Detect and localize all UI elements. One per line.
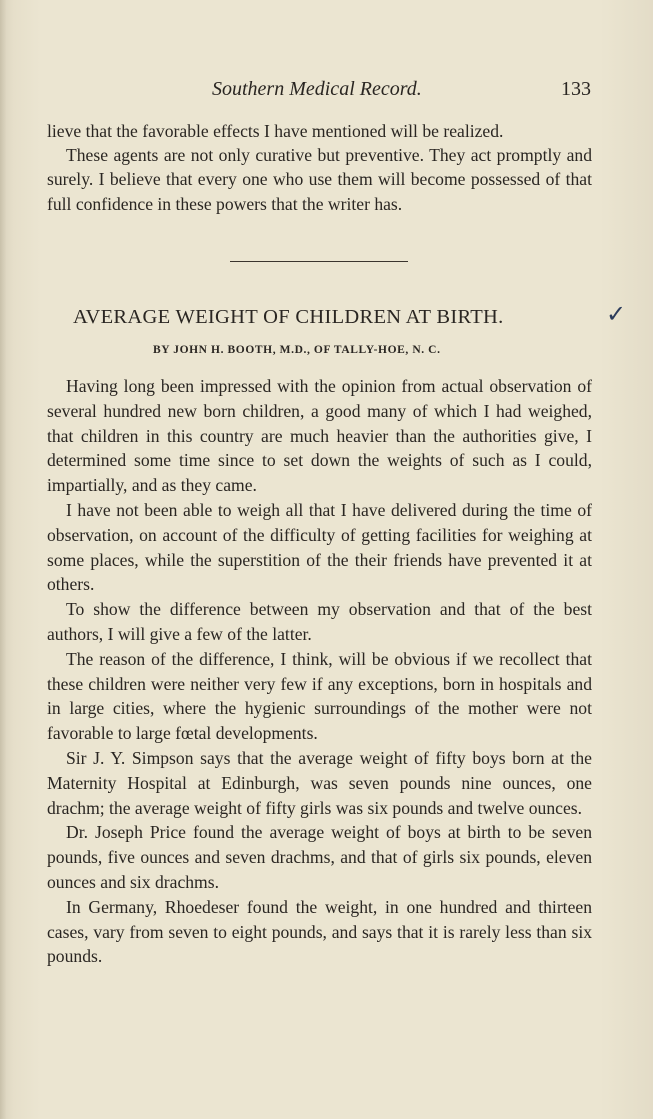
body-paragraph: In Germany, Rhoedeser found the weight, in one hundred and thirteen cases, vary from seven to eight pounds, and says that it is rarely less than six pounds. (47, 896, 592, 967)
intro-paragraph: These agents are not only curative but preventive. They act promptly and surely. I believe that every one who use them will become possessed of that full confidence in these powers that the writer has. (47, 145, 592, 214)
handwritten-check-mark: ✓ (606, 300, 627, 328)
running-head (0, 78, 653, 104)
article-byline: BY JOHN H. BOOTH, M.D., OF TALLY-HOE, N. C. (153, 344, 441, 356)
body-paragraph: Dr. Joseph Price found the average weight of boys at birth to be seven pounds, five ounces and seven drachms, and that of girls six pounds, eleven ounces and six drachms. (47, 822, 592, 892)
section-divider (230, 261, 408, 262)
article-title: AVERAGE WEIGHT OF CHILDREN AT BIRTH. (73, 306, 504, 328)
body-paragraph: Sir J. Y. Simpson says that the average weight of fifty boys born at the Maternity Hospital at Edinburgh, was seven pounds nine ounces, one drachm; the average weight of fifty girls was six pounds and twelve ounces. (47, 747, 592, 818)
body-paragraph: I have not been able to weigh all that I have delivered during the time of observation, on account of the difficulty of getting facilities for weighing at some places, while the superstition of the their friends have prevented it at others. (47, 499, 592, 595)
intro-text (47, 119, 592, 216)
intro-paragraph: lieve that the favorable effects I have mentioned will be realized. (47, 121, 504, 141)
article-body (47, 374, 592, 969)
journal-title: Southern Medical Record. (212, 78, 422, 100)
body-paragraph: The reason of the difference, I think, will be obvious if we recollect that these children were neither very few if any exceptions, born in hospitals and in large cities, where the hygienic surroundings of the mother were not favorable to large fœtal developments. (47, 648, 592, 744)
body-paragraph: To show the difference between my observation and that of the best authors, I will give a few of the latter. (47, 599, 592, 644)
page-number: 133 (561, 78, 591, 100)
page-spine-shadow (0, 0, 6, 1119)
body-paragraph: Having long been impressed with the opinion from actual observation of several hundred new born children, a good many of which I had weighed, that children in this country are much heavier than the authorities give, I determined some time since to set down the weights of such as I could, impartially, and as they came. (47, 376, 592, 496)
